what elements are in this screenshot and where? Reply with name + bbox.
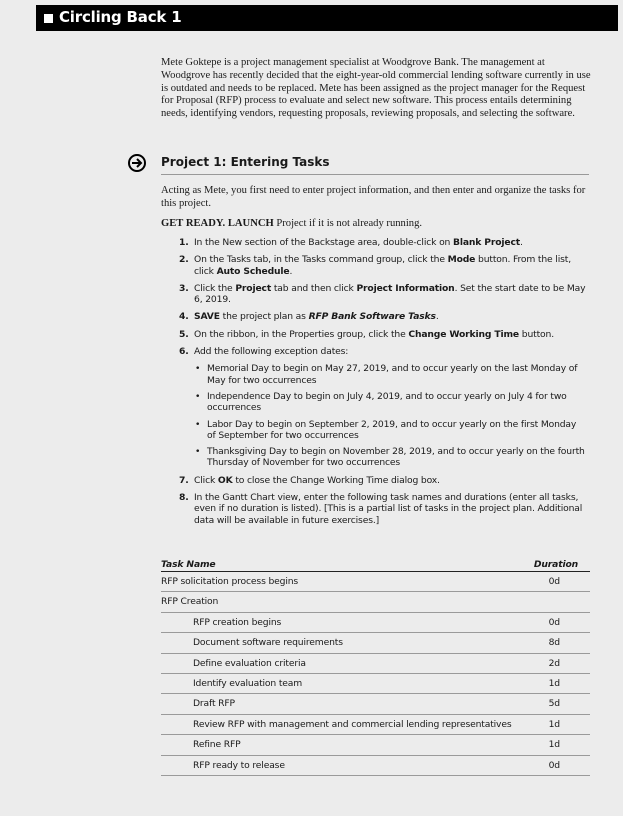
table-row [161,592,590,612]
step-text: On the Tasks tab, in the Tasks command group, click the Mode button. From the list, click Auto Schedule. [194,254,571,277]
duration-header: Duration [533,559,578,570]
step-text: Click OK to close the Change Working Time dialog box. [194,474,440,486]
step-text: Click the Project tab and then click Project Information. Set the start date to be May 6, 2019. [194,282,586,306]
task-name-cell: RFP solicitation process begins [161,576,299,587]
duration-cell: 0d [548,759,560,771]
step-number: 6. [179,346,189,358]
step-text: Add the following exception dates: [194,346,349,358]
table-header [161,557,590,572]
step-text: In the New section of the Backstage area, double-click on Blank Project. [194,237,523,248]
task-name-header: Task Name [161,559,216,570]
task-name-cell: Identify evaluation team [193,677,303,689]
task-name-cell: RFP Creation [161,596,219,608]
task-table [161,557,590,776]
square-bullet-icon [44,14,53,23]
step-number: 4. [179,311,189,323]
step-item [161,237,586,248]
exception-date-text: Independence Day to begin on July 4, 2019, and to occur yearly on July 4 for two occurrences [207,390,567,414]
duration-cell: 1d [548,677,560,689]
task-name-cell: Define evaluation criteria [193,657,306,669]
exception-date-text: Memorial Day to begin on May 27, 2019, and to occur yearly on the last Monday of May for two occurrences [207,363,578,386]
step-text: In the Gantt Chart view, enter the following task names and durations (enter all tasks, even if no duration is listed). [This is a partial list of tasks in the project plan. Additional data will be available in future exercises.] [194,492,583,526]
steps-list [161,237,586,532]
bullet-icon: • [195,390,201,402]
step-number: 1. [179,237,189,248]
table-row [161,715,590,735]
duration-cell: 8d [548,637,560,649]
exception-date-item [161,391,586,414]
duration-cell: 1d [548,718,560,730]
step-item [161,311,586,322]
duration-cell: 0d [548,616,560,628]
task-name-cell: Review RFP with management and commercial lending representatives [193,718,512,730]
exception-date-item [161,419,586,442]
project-title: Project 1: Entering Tasks [161,155,330,169]
duration-cell: 2d [548,657,560,669]
duration-cell: 5d [548,698,560,710]
bullet-icon: • [195,418,201,430]
duration-cell: 0d [548,576,560,587]
table-row [161,694,590,714]
table-row [161,633,590,653]
exception-date-text: Labor Day to begin on September 2, 2019, and to occur yearly on the first Monday of September for two occurrences [207,418,577,441]
arrow-circle-icon [128,154,146,172]
step-number: 5. [179,328,189,340]
table-row [161,756,590,776]
step-item [161,346,586,357]
step-item [161,329,586,340]
step-item [161,492,586,526]
table-row [161,654,590,674]
step-number: 3. [179,282,189,294]
get-ready-line [161,218,591,229]
step-item [161,254,586,277]
bullet-icon: • [195,363,201,375]
step-text: SAVE the project plan as RFP Bank Software Tasks. [194,311,439,323]
task-name-cell: RFP ready to release [193,759,285,771]
step-text: On the ribbon, in the Properties group, click the Change Working Time button. [194,328,554,340]
table-row [161,674,590,694]
get-ready-text: Project if it is not already running. [273,218,423,229]
step-number: 2. [179,254,189,266]
section-title: Circling Back 1 [59,8,182,26]
task-name-cell: Draft RFP [193,698,235,710]
table-row [161,735,590,755]
task-name-cell: Refine RFP [193,739,241,751]
table-row [161,572,590,592]
intro-paragraph: Mete Goktepe is a project management specialist at Woodgrove Bank. The management at Woodgrove has recently decided that the eight-year-old commercial lending software currently in use is outdated and needs to be replaced. Mete has been assigned as the project manager for the Request for Proposal (RFP) process to evaluate and select new software. This process entails determining needs, identifying vendors, requesting proposals, reviewing proposals, and selecting the software. [161,57,591,120]
project-heading [128,152,588,176]
exception-date-item [161,363,586,386]
step-number: 8. [179,492,189,504]
exception-date-text: Thanksgiving Day to begin on November 28, 2019, and to occur yearly on the fourth Thursday of November for two occurrences [207,446,585,469]
task-name-cell: Document software requirements [193,637,343,649]
acting-paragraph: Acting as Mete, you first need to enter project information, and then enter and organize the tasks for this project. [161,185,586,209]
table-body [161,572,590,776]
step-item [161,283,586,306]
bullet-icon: • [195,446,201,458]
get-ready-label: GET READY. LAUNCH [161,218,274,229]
duration-cell: 1d [548,739,560,751]
heading-divider [161,174,589,175]
step-number: 7. [179,474,189,486]
task-name-cell: RFP creation begins [193,616,282,628]
exception-date-item [161,446,586,469]
table-row [161,613,590,633]
step-item [161,475,586,486]
section-header [36,5,618,31]
